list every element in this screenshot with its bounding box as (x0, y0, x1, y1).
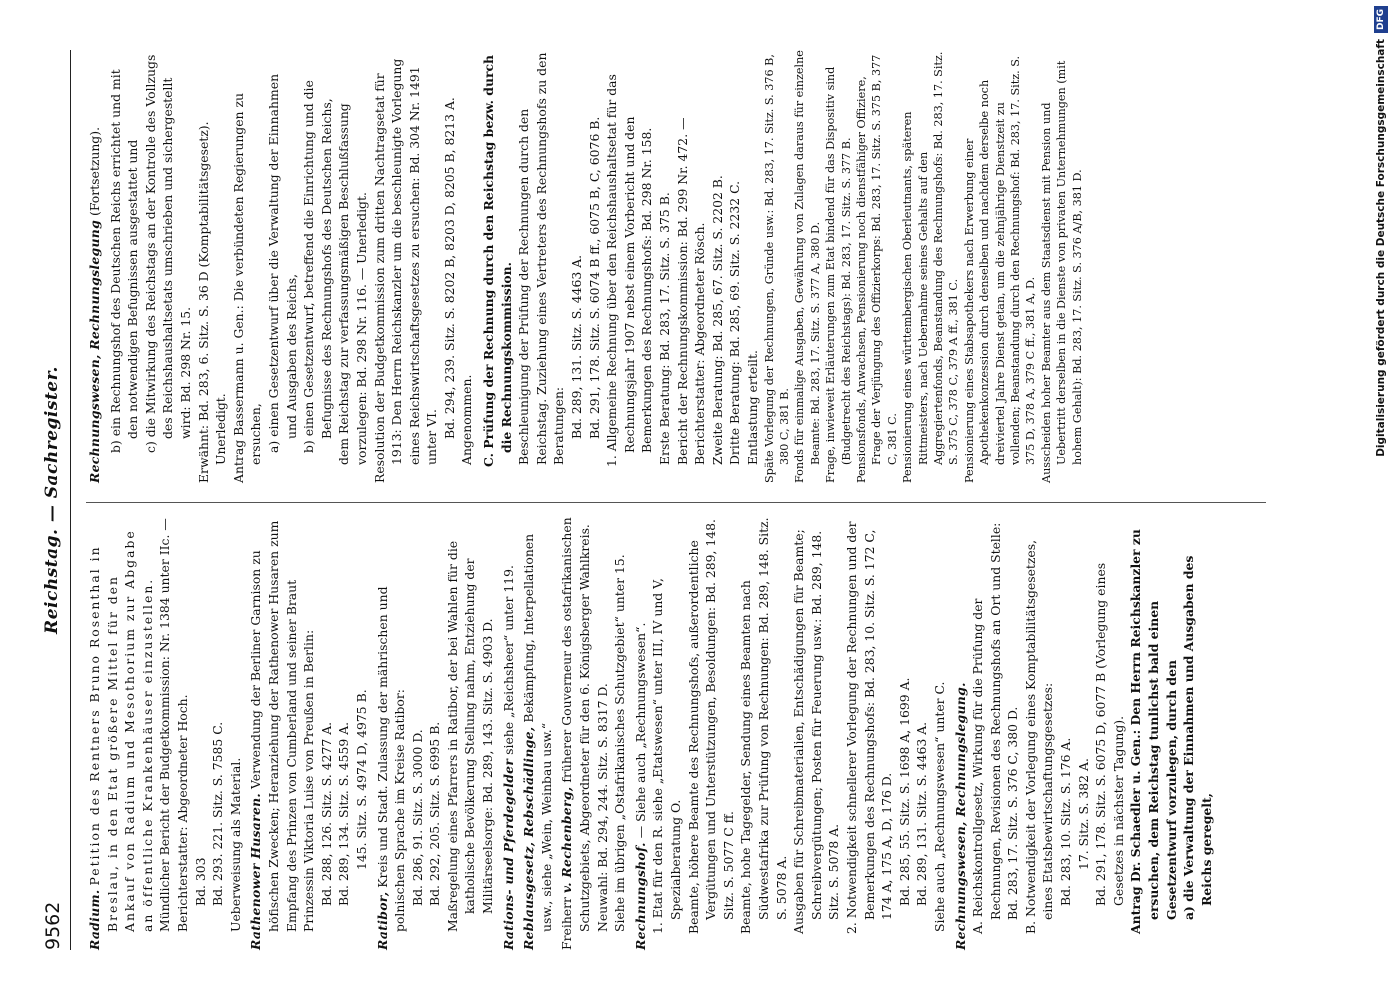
entry-text: Verwendung der Berliner Garnison zu höfischen Zwecken; Heranziehung der Rathenower Husaren zum Empfang des Prinzen von Cumberland und seiner Braut Prinzessin Viktoria Luise von Preußen in Berlin: (248, 520, 317, 932)
entry-point: Ausgaben für Schreibmaterialien, Entschädigungen für Beamte; Schreibvergütungen; Posten für Feuerung usw.: Bd. 289, 148. Sitz. S. 5078 A. (791, 529, 842, 934)
entry-text: Maßregelung eines Pfarrers in Ratibor, der bei Wahlen für die katholische Bevölkerung Stellung nahm, Entziehung der Militärseelsorge: Bd. 289, 143. Sitz. S. 4903 D. (444, 540, 496, 932)
entry-line: Bd. 293. 221. Sitz. S. 7585 C. (210, 721, 226, 906)
entry-text: Kreis und Stadt. Zulassung der mährischen und polnischen Sprache im Kreise Ratibor: (374, 586, 408, 932)
entry-text: Entlastung erteilt. (744, 350, 760, 465)
entry-text: (Fortsetzung). (87, 126, 102, 216)
entry-point: b) ein Rechnungshof des Deutschen Reichs errichtet und mit den notwendigen Befugnissen ausgestattet und (107, 69, 141, 453)
entry-text: Frage, inwieweit Erläuterungen zum Etat bindend für das Dispositiv sind (Budgetrecht des Reichstags): Bd. 283, 17. Sitz. S. 377 B. (824, 66, 853, 483)
entry-text: Petition des Rentners Bruno Rosenthal in Breslau, in den Etat größere Mittel für den Ankauf von Radium und Mesothorium zur Abgabe an öffentliche Krankenhäuser einzustellen. (87, 529, 155, 932)
entry-point: A. Reichskontrollgesetz, Wirkung für die Prüfung der Rechnungen, Revisionen des Rechnungshofs an Ort und Stelle: Bd. 283, 17. Sitz. S. 376 C, 380 D. (970, 522, 1021, 934)
entry-ref: Siehe im übrigen „Ostafrikanisches Schutzgebiet“ unter 15. (612, 554, 628, 932)
entry-text: Antrag Bassermann u. Gen.: Die verbündeten Regierungen zu ersuchen, (230, 93, 264, 483)
entry-point: 1. Etat für den R. siehe „Etatswesen“ unter III, IV und V, Spezialberatung O. (650, 578, 683, 934)
entry-reblaus (520, 517, 555, 950)
entry-text: Pensionierung eines Stabsapothekers nach Erwerbung einer Apothekenkonzession durch denselben und nachdem derselbe noch dreiviertel Jahre Dienst getan, um die zehnjährige Dienstzeit zu vollenden; Beanstandung durch den Rechnungshof: Bd. 283, 17. Sitz. S. 375 D, 378 A, 379 C ff., 381 A, D. (962, 55, 1038, 483)
small-print-block (762, 50, 1086, 483)
header-title: Reichstag. — Sachregister. (42, 366, 62, 634)
entry-ref: Bd. 288, 126. Sitz. S. 4277 A. (318, 721, 334, 906)
entry-rechenberg (558, 517, 628, 950)
running-header (40, 50, 71, 950)
entry-text: Pensionierung eines württembergischen Oberleutnants, späteren Rittmeisters, nach Uebernahme seines Gehalts auf den Aggregiertenfonds, Beanstandung des Rechnungshofs: Bd. 283, 17. Sitz. S. 375 C, 378 C, 379 A ff., 381 C. (901, 51, 961, 483)
entry-rechnungshof (632, 517, 949, 950)
entry-ref: Bd. 292, 205. Sitz. S. 6995 B. (427, 721, 443, 906)
column-divider (86, 502, 1266, 503)
entry-line: Mündlicher Bericht der Budgetkommission: Nr. 1384 unter IIc. — Berichterstatter: Abgeordneter Hoch. (157, 518, 190, 932)
entry-text: früherer Gouverneur des ostafrikanischen Schutzgebiets, Abgeordneter für den 6. Königsberger Wahlkreis. (559, 517, 593, 932)
section-c-title: C. Prüfung der Rechnung durch den Reichstag bezw. durch die Rechnungskommission. (481, 54, 514, 467)
right-column (86, 50, 1085, 483)
watermark-text (1371, 6, 1391, 1000)
entry-ref: Bd. 285, 55. Sitz. S. 1698 A, 1699 A. (896, 677, 912, 906)
keyword-radium: Radium. (87, 889, 102, 950)
keyword-rechnungshof: Rechnungshof. (632, 842, 648, 950)
keyword-rechenberg: v. Rechenberg, (559, 786, 575, 894)
entry-point: a) die Verwaltung der Einnahmen und Ausgaben des Reichs geregelt, (1181, 555, 1214, 920)
page-number: 9562 (42, 901, 64, 950)
entry-ref: Bericht der Rechnungskommission: Bd. 299 Nr. 472. — Berichterstatter: Abgeordneter Rösch. (674, 117, 708, 465)
entry-ref: Erste Beratung: Bd. 283, 17. Sitz. S. 375 B. (657, 192, 672, 465)
entry-ref: Bd. 289, 131. Sitz. S. 4463 A. (569, 254, 585, 439)
entry-point: Beamte, höhere Beamte des Rechnungshofs, außerordentliche Vergütungen und Unterstützungen, Besoldungen: Bd. 289, 148. Sitz. S. 5077 C ff. (685, 519, 736, 934)
entry-point: Antrag Dr. Schaedler u. Gen.: Den Herrn Reichskanzler zu ersuchen, dem Reichstag tunlichst bald einen Gesetzentwurf vorzulegen, durch den (1128, 529, 1179, 934)
entry-text: Fonds für einmalige Ausgaben, Gewährung von Zulagen daraus für einzelne Beamte: Bd. 283, 17. Sitz. S. 377 A, 380 D. (793, 50, 822, 483)
keyword-rations: Rations- und Pferdegelder (500, 758, 516, 950)
entry-text: dem Reichstag zur verfassungsmäßigen Beschlußfassung vorzulegen: Bd. 298 Nr. 116. — Unerledigt. (336, 103, 369, 465)
entry-text: — Siehe auch „Rechnungswesen“. (632, 622, 648, 839)
entry-ref: Zweite Beratung: Bd. 285, 67. Sitz. S. 2202 B. (709, 175, 725, 465)
entry-ref: Bd. 289, 131. Sitz. S. 4463 A. (914, 721, 930, 906)
entry-ref: Bd. 294, 239. Sitz. S. 8202 B, 8203 D, 8205 B, 8213 A. (441, 97, 457, 439)
keyword-ratibor: Ratibor, (374, 891, 390, 950)
keyword-reblaus: Reblausgesetz, Rebschädlinge, (521, 726, 537, 950)
entry-text: Unerledigt. (213, 393, 229, 465)
entry-ref: Bd. 291, 178. Sitz. S. 6075 D, 6077 B (Vorlegung eines Gesetzes in nächster Tagung). (1093, 562, 1126, 906)
entry-rations (500, 517, 518, 950)
entry-point: B. Notwendigkeit der Vorlegung eines Komptabilitätsgesetzes, eines Etatsbewirtschaftungsgesetzes: (1022, 539, 1056, 934)
entry-line: Ueberweisung als Material. (227, 757, 243, 932)
entry-point: 1. Allgemeine Rechnung über den Reichshaushaltsetat für das Rechnungsjahr 1907 nebst einem Vorbericht und den Bemerkungen des Rechnungshofs: Bd. 298 Nr. 158. (604, 74, 655, 467)
entry-ref: Bd. 286, 91. Sitz. S. 3000 D. (409, 729, 425, 906)
entry-text: Bekämpfung, Interpellationen usw., siehe „Wein, Weinbau usw.“ (521, 533, 554, 932)
entry-ref: 145. Sitz. S. 4974 D, 4975 B. (353, 689, 369, 870)
entry-point: Beamte, hohe Tagegelder, Sendung eines Beamten nach Südwestafrika zur Prüfung von Rechnungen: Bd. 289, 148. Sitz. S. 5078 A. (738, 517, 789, 934)
entry-ref: Siehe auch „Rechnungswesen“ unter C. (931, 681, 947, 932)
entry-text: siehe „Reichsheer“ unter 119. (500, 565, 516, 755)
entry-text: Resolution der Budgetkommission zum dritten Nachtragsetat für 1913: Den Herrn Reichskanzler um die beschleunigte Vorlegung eines Reichswirtschaftsgesetzes zu ersuchen: Bd. 304 Nr. 1491 unter VI. (371, 58, 440, 483)
entry-point: c) die Mitwirkung des Reichstags an der Kontrolle des Vollzugs des Reichshaushaltsetats umschrieben und sichergestellt wird: Bd. 298 Nr. 15. (142, 54, 193, 453)
keyword-rechnungswesen: Rechnungswesen, Rechnungslegung. (952, 682, 968, 950)
dfg-logo: DFG (1374, 6, 1388, 33)
watermark-label: Digitalisierung gefördert durch die Deutsche Forschungsgemeinschaft (1375, 39, 1387, 457)
entry-rechnungswesen (952, 517, 1216, 950)
entry-ref: Bd. 289, 134. Sitz. S. 4559 A. (336, 721, 352, 906)
entry-ref: 17. Sitz. S. 382 A. (1075, 758, 1091, 870)
entry-radium (86, 517, 244, 950)
entry-ref: Bd. 291, 178. Sitz. S. 6074 B ff., 6075 B, C, 6076 B. (586, 116, 602, 439)
entry-rathenower (247, 517, 370, 950)
entry-line: Bd. 303 (192, 857, 208, 906)
dfg-watermark (1349, 6, 1387, 1000)
entry-text: Erwähnt: Bd. 283, 6. Sitz. S. 36 D (Komptabilitätsgesetz). (195, 121, 211, 483)
entry-point: a) einen Gesetzentwurf über die Verwaltung der Einnahmen und Ausgaben des Reichs, (265, 73, 299, 453)
entry-text: Freiherr (559, 897, 575, 950)
entry-ref: Dritte Beratung: Bd. 285, 69. Sitz. S. 2232 C. (727, 180, 743, 465)
entry-text: Ausscheiden hoher Beamter aus dem Staatsdienst mit Pension und Uebertritt derselben in die Dienste von privaten Unternehmungen (mit hohem Gehalt): Bd. 283, 17. Sitz. S. 376 A/B, 381 D. (1039, 60, 1084, 483)
entry-text: Beschleunigung der Prüfung der Rechnungen durch den Reichstag. Zuziehung eines Vertreters des Rechnungshofs zu den Beratungen: (516, 52, 567, 465)
entry-ref: Bd. 283, 10. Sitz. S. 176 A. (1058, 737, 1074, 906)
keyword-rathenower: Rathenower Husaren. (248, 792, 264, 950)
keyword-rechnungswesen-cont: Rechnungswesen, Rechnungslegung (87, 219, 102, 483)
entry-point: b) einen Gesetzentwurf, betreffend die Einrichtung und die Befugnisse des Rechnungshofs des Deutschen Reichs, (301, 80, 334, 453)
entry-ratibor (374, 517, 497, 950)
entry-text: Pensionsfonds, Anwachsen, Pensionierung noch dienstfähiger Offiziere, Frage der Verjüngung des Offizierkorps: Bd. 283, 17. Sitz. S. 375 B, 377 C, 381 C. (855, 54, 899, 483)
entry-text: Angenommen. (459, 374, 475, 465)
entry-ref: Neuwahl: Bd. 294, 244. Sitz. S. 8317 D. (594, 683, 610, 932)
entry-text: Späte Vorlegung der Rechnungen, Gründe usw.: Bd. 283, 17. Sitz. S. 376 B, 380 C, 381 B. (762, 54, 791, 483)
entry-point: 2. Notwendigkeit schnellerer Vorlegung der Rechnungen und der Bemerkungen des Rechnungshofs: Bd. 283, 10. Sitz. S. 172 C, 174 A, 175 A, D, 176 D. (843, 521, 895, 934)
left-column (86, 517, 1218, 950)
